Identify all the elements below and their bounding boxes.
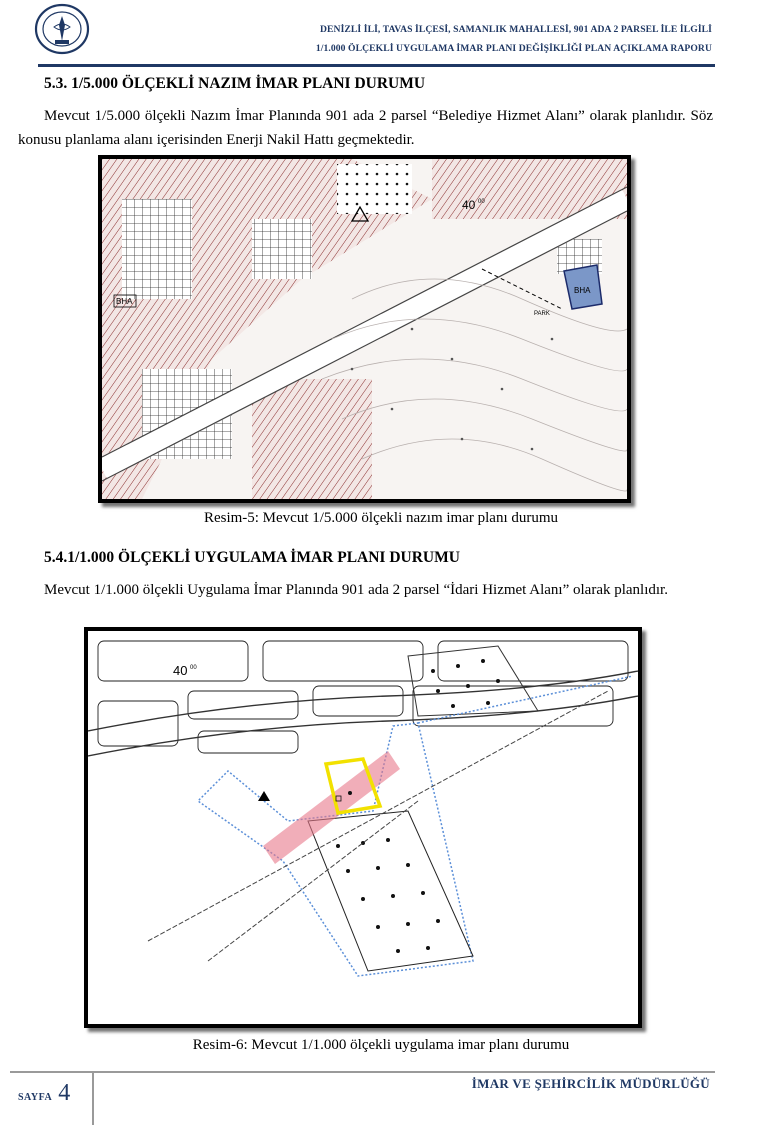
map2-label-road: 40 bbox=[173, 663, 188, 678]
section-heading-nazim: 5.3. 1/5.000 ÖLÇEKLİ NAZIM İMAR PLANI DURUMU bbox=[44, 75, 426, 92]
header-line-2: 1/1.000 ÖLÇEKLİ UYGULAMA İMAR PLANI DEĞİŞİKLİĞİ PLAN AÇIKLAMA RAPORU bbox=[315, 43, 712, 54]
municipality-seal bbox=[34, 3, 90, 55]
caption-map-uygulama: Resim-6: Mevcut 1/1.000 ölçekli uygulama imar planı durumu bbox=[192, 1037, 570, 1053]
report-header bbox=[316, 20, 712, 58]
page-label: SAYFA bbox=[18, 1092, 53, 1103]
page-number: 4 bbox=[58, 1080, 71, 1106]
map-label-bha-right: BHA bbox=[574, 286, 591, 295]
header-line-1: DENİZLİ İLİ, TAVAS İLÇESİ, SAMANLIK MAHALLESİ, 901 ADA 2 PARSEL İLE İLGİLİ bbox=[320, 24, 712, 35]
department-name: İMAR VE ŞEHİRCİLİK MÜDÜRLÜĞÜ bbox=[471, 1076, 710, 1091]
section-heading-uygulama: 5.4.1/1.000 ÖLÇEKLİ UYGULAMA İMAR PLANI DURUMU bbox=[44, 549, 460, 566]
map-label-bha-left: BHA bbox=[116, 297, 133, 306]
page-number-block bbox=[18, 1080, 70, 1107]
map-label-park: PARK bbox=[534, 311, 550, 317]
footer-divider bbox=[10, 1071, 715, 1073]
section-paragraph-nazim: Mevcut 1/5.000 ölçekli Nazım İmar Planında 901 ada 2 parsel “Belediye Hizmet Alanı” olarak planlıdır. Söz konusu planlama alanı içerisinden Enerji Nakil Hattı geçmektedir. bbox=[18, 108, 713, 148]
map2-label-road-sup: 00 bbox=[190, 665, 197, 671]
map-nazim-plan bbox=[98, 155, 631, 503]
section-paragraph-uygulama: Mevcut 1/1.000 ölçekli Uygulama İmar Planında 901 ada 2 parsel “İdari Hizmet Alanı” olarak planlıdır. bbox=[44, 582, 668, 598]
footer-vertical-divider bbox=[92, 1073, 94, 1125]
map-label-road-sup: 00 bbox=[478, 199, 485, 205]
header-divider bbox=[38, 64, 715, 67]
map-uygulama-plan bbox=[84, 627, 642, 1028]
caption-map-nazim: Resim-5: Mevcut 1/5.000 ölçekli nazım imar planı durumu bbox=[203, 510, 559, 526]
map-label-road: 40 bbox=[462, 198, 476, 212]
